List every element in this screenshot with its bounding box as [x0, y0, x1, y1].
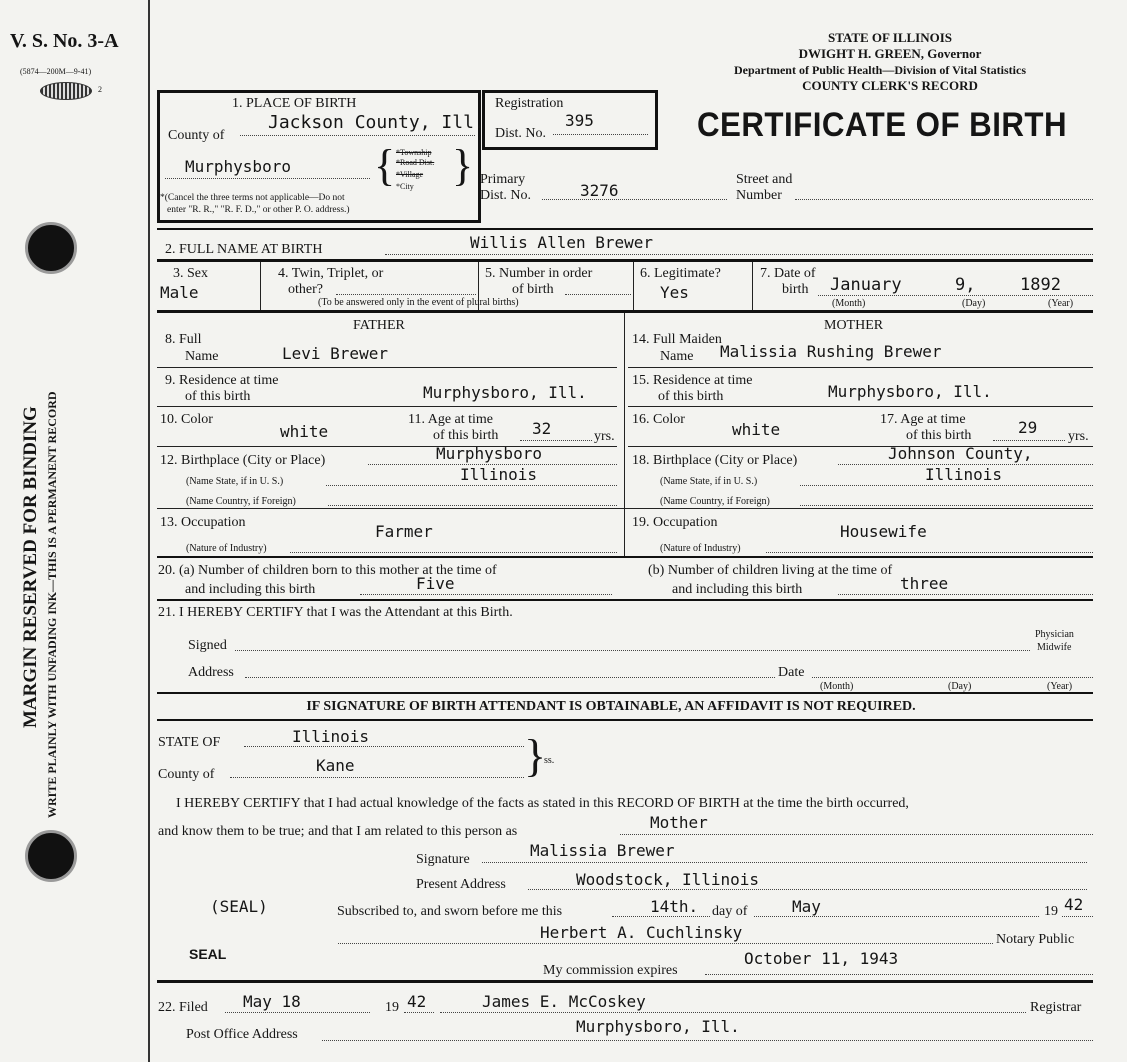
mother-residence-label-2: of this birth	[658, 389, 724, 404]
typed-seal: (SEAL)	[210, 897, 268, 916]
mother-occupation-label: 19. Occupation	[632, 515, 718, 530]
attendant-certify: 21. I HEREBY CERTIFY that I was the Attendant at this Birth.	[158, 605, 513, 620]
full-name-value: Willis Allen Brewer	[470, 233, 654, 252]
birth-day-value: 9,	[955, 275, 976, 295]
year-caption: (Year)	[1048, 298, 1074, 309]
affidavit-state-label: STATE OF	[158, 735, 221, 750]
filed-label: 22. Filed	[158, 1000, 208, 1015]
cancel-note-2: enter "R. R.," "R. F. D.," or other P. O. address.)	[167, 205, 350, 215]
father-heading: FATHER	[353, 318, 405, 333]
union-label-number: 2	[98, 85, 102, 94]
sworn-year-prefix: 19	[1044, 904, 1058, 919]
form-number: V. S. No. 3-A	[10, 30, 119, 52]
sworn-day-value: 14th.	[650, 897, 699, 916]
notary-name: Herbert A. Cuchlinsky	[540, 923, 743, 942]
place-type-brace-right: }	[452, 141, 474, 190]
mother-age-label-1: 17. Age at time	[880, 412, 966, 427]
plural-births-note: (To be answered only in the event of plural births)	[318, 297, 519, 308]
mother-birthplace-city: Johnson County,	[888, 444, 1033, 463]
binding-margin-text: MARGIN RESERVED FOR BINDING	[20, 406, 41, 728]
legitimate-value: Yes	[660, 283, 689, 302]
birth-order-label-1: 5. Number in order	[485, 266, 593, 281]
header-department: Department of Public Health—Division of Vital Statistics	[734, 63, 1026, 77]
father-color-label: 10. Color	[160, 412, 213, 427]
seal-label: SEAL	[189, 946, 227, 962]
father-age-label-1: 11. Age at time	[408, 412, 494, 427]
day-of-label: day of	[712, 904, 748, 919]
father-name-label-1: 8. Full	[165, 332, 202, 347]
binding-hole-top	[25, 222, 77, 274]
city-value: Murphysboro	[185, 157, 291, 176]
primary-dist-label-2: Dist. No.	[480, 188, 531, 203]
primary-dist-label-1: Primary	[480, 172, 526, 187]
registration-dist-value: 395	[565, 111, 594, 130]
birth-order-label-2: of birth	[512, 282, 554, 297]
day-caption: (Day)	[962, 298, 986, 309]
print-code: (5874—200M—9-41)	[20, 67, 92, 76]
month-caption: (Month)	[832, 298, 866, 309]
header-governor: DWIGHT H. GREEN, Governor	[798, 46, 982, 61]
affidavit-county-label: County of	[158, 767, 215, 782]
children-born-value: Five	[416, 574, 455, 593]
mother-country-label: (Name Country, if Foreign)	[660, 496, 770, 507]
midwife-label: Midwife	[1037, 642, 1072, 653]
mother-age-label-2: of this birth	[906, 428, 972, 443]
sworn-year-value: 42	[1064, 895, 1084, 914]
full-name-label: 2. FULL NAME AT BIRTH	[165, 242, 323, 257]
affidavit-brace: }	[524, 730, 547, 781]
primary-dist-value: 3276	[580, 181, 619, 200]
father-industry-label: (Nature of Industry)	[186, 543, 267, 554]
header-state: STATE OF ILLINOIS	[827, 30, 953, 45]
mother-name-label-2: Name	[660, 349, 694, 364]
mother-name-label-1: 14. Full Maiden	[632, 332, 722, 347]
date-of-birth-label-2: birth	[782, 282, 809, 297]
affiant-signature-value: Malissia Brewer	[530, 841, 675, 860]
sex-value: Male	[160, 283, 199, 302]
father-occupation-label: 13. Occupation	[160, 515, 246, 530]
birth-month-value: January	[830, 275, 902, 295]
certificate-title: CERTIFICATE OF BIRTH	[697, 106, 1068, 144]
father-birthplace-city: Murphysboro	[436, 444, 542, 463]
relation-value: Mother	[650, 813, 708, 832]
place-of-birth-label: 1. PLACE OF BIRTH	[232, 96, 357, 111]
affidavit-state-value: Illinois	[292, 727, 370, 746]
county-value: Jackson County, Ill.	[268, 112, 485, 133]
mother-color-value: white	[732, 420, 781, 439]
birth-year-value: 1892	[1020, 275, 1061, 295]
mother-state-label: (Name State, if in U. S.)	[660, 476, 758, 487]
mother-residence-value: Murphysboro, Ill.	[828, 382, 992, 401]
affidavit-certify-2: and know them to be true; and that I am related to this person as	[158, 824, 518, 839]
po-address-value: Murphysboro, Ill.	[576, 1017, 740, 1036]
mother-heading: MOTHER	[824, 318, 884, 333]
mother-residence-label-1: 15. Residence at time	[632, 373, 753, 388]
legitimate-label: 6. Legitimate?	[640, 266, 721, 281]
place-type-brace: {	[374, 141, 396, 190]
sworn-label: Subscribed to, and sworn before me this	[337, 904, 563, 919]
father-color-value: white	[280, 422, 329, 441]
father-residence-label-1: 9. Residence at time	[165, 373, 279, 388]
permanent-ink-text: WRITE PLAINLY WITH UNFADING INK—THIS IS A PERMANENT RECORD	[45, 391, 59, 818]
cancel-note-1: *(Cancel the three terms not applicable—Do not	[160, 193, 345, 203]
father-country-label: (Name Country, if Foreign)	[186, 496, 296, 507]
option-road-dist: *Road Dist.	[396, 158, 435, 167]
header-record: COUNTY CLERK'S RECORD	[802, 78, 978, 93]
sex-label: 3. Sex	[173, 266, 208, 281]
affiant-address-label: Present Address	[416, 877, 506, 892]
filed-date: May 18	[243, 992, 301, 1011]
filed-year-value: 42	[407, 992, 427, 1011]
street-label-2: Number	[736, 188, 782, 203]
father-residence-label-2: of this birth	[185, 389, 251, 404]
father-age-yrs: yrs.	[594, 429, 615, 444]
father-occupation-value: Farmer	[375, 522, 433, 541]
father-age-label-2: of this birth	[433, 428, 499, 443]
registration-label: Registration	[495, 96, 564, 111]
street-label-1: Street and	[736, 172, 793, 187]
attendant-day-caption: (Day)	[948, 681, 972, 692]
date-of-birth-label-1: 7. Date of	[760, 266, 816, 281]
twin-label-2: other?	[288, 282, 323, 297]
children-living-value: three	[900, 574, 949, 593]
commission-value: October 11, 1943	[744, 949, 899, 968]
mother-industry-label: (Nature of Industry)	[660, 543, 741, 554]
county-label: County of	[168, 128, 225, 143]
attendant-month-caption: (Month)	[820, 681, 854, 692]
sworn-month-value: May	[792, 897, 821, 916]
mother-birthplace-label: 18. Birthplace (City or Place)	[632, 453, 798, 468]
affiant-address-value: Woodstock, Illinois	[576, 870, 760, 889]
attendant-year-caption: (Year)	[1047, 681, 1073, 692]
father-state-label: (Name State, if in U. S.)	[186, 476, 284, 487]
affidavit-county-value: Kane	[316, 756, 355, 775]
father-name-value: Levi Brewer	[282, 344, 388, 363]
father-name-label-2: Name	[185, 349, 219, 364]
children-born-label-2: and including this birth	[185, 582, 316, 597]
union-label-icon	[40, 82, 92, 100]
physician-label: Physician	[1035, 629, 1074, 640]
option-township: *Township	[396, 148, 432, 157]
mother-age-value: 29	[1018, 418, 1038, 437]
children-living-label-2: and including this birth	[672, 582, 803, 597]
registrar-label: Registrar	[1030, 1000, 1082, 1015]
mother-name-value: Malissia Rushing Brewer	[720, 342, 942, 361]
filed-year-prefix: 19	[385, 1000, 399, 1015]
father-birthplace-label: 12. Birthplace (City or Place)	[160, 453, 326, 468]
father-age-value: 32	[532, 419, 552, 438]
po-address-label: Post Office Address	[186, 1027, 298, 1042]
attendant-address-label: Address	[188, 665, 234, 680]
option-village: *Village	[396, 170, 424, 179]
mother-color-label: 16. Color	[632, 412, 685, 427]
mother-birthplace-state: Illinois	[925, 465, 1003, 484]
affidavit-notice: IF SIGNATURE OF BIRTH ATTENDANT IS OBTAINABLE, AN AFFIDAVIT IS NOT REQUIRED.	[306, 699, 916, 714]
children-born-label-1: 20. (a) Number of children born to this mother at the time of	[158, 563, 497, 578]
twin-label-1: 4. Twin, Triplet, or	[278, 266, 384, 281]
notary-public-label: Notary Public	[996, 932, 1075, 947]
father-residence-value: Murphysboro, Ill.	[423, 383, 587, 402]
binding-hole-bottom	[25, 830, 77, 882]
affiant-signature-label: Signature	[416, 852, 470, 867]
attendant-signed-label: Signed	[188, 638, 227, 653]
attendant-date-label: Date	[778, 665, 805, 680]
commission-label: My commission expires	[543, 963, 678, 978]
mother-occupation-value: Housewife	[840, 522, 927, 541]
option-city: *City	[396, 182, 414, 191]
mother-age-yrs: yrs.	[1068, 429, 1089, 444]
affidavit-ss: ss.	[544, 755, 555, 766]
affidavit-certify-1: I HEREBY CERTIFY that I had actual knowledge of the facts as stated in this RECORD OF BIRTH at the time the birth occurred,	[176, 796, 909, 811]
children-living-label-1: (b) Number of children living at the time of	[648, 563, 893, 578]
registration-dist-label: Dist. No.	[495, 126, 546, 141]
father-birthplace-state: Illinois	[460, 465, 538, 484]
registrar-name: James E. McCoskey	[482, 992, 646, 1011]
